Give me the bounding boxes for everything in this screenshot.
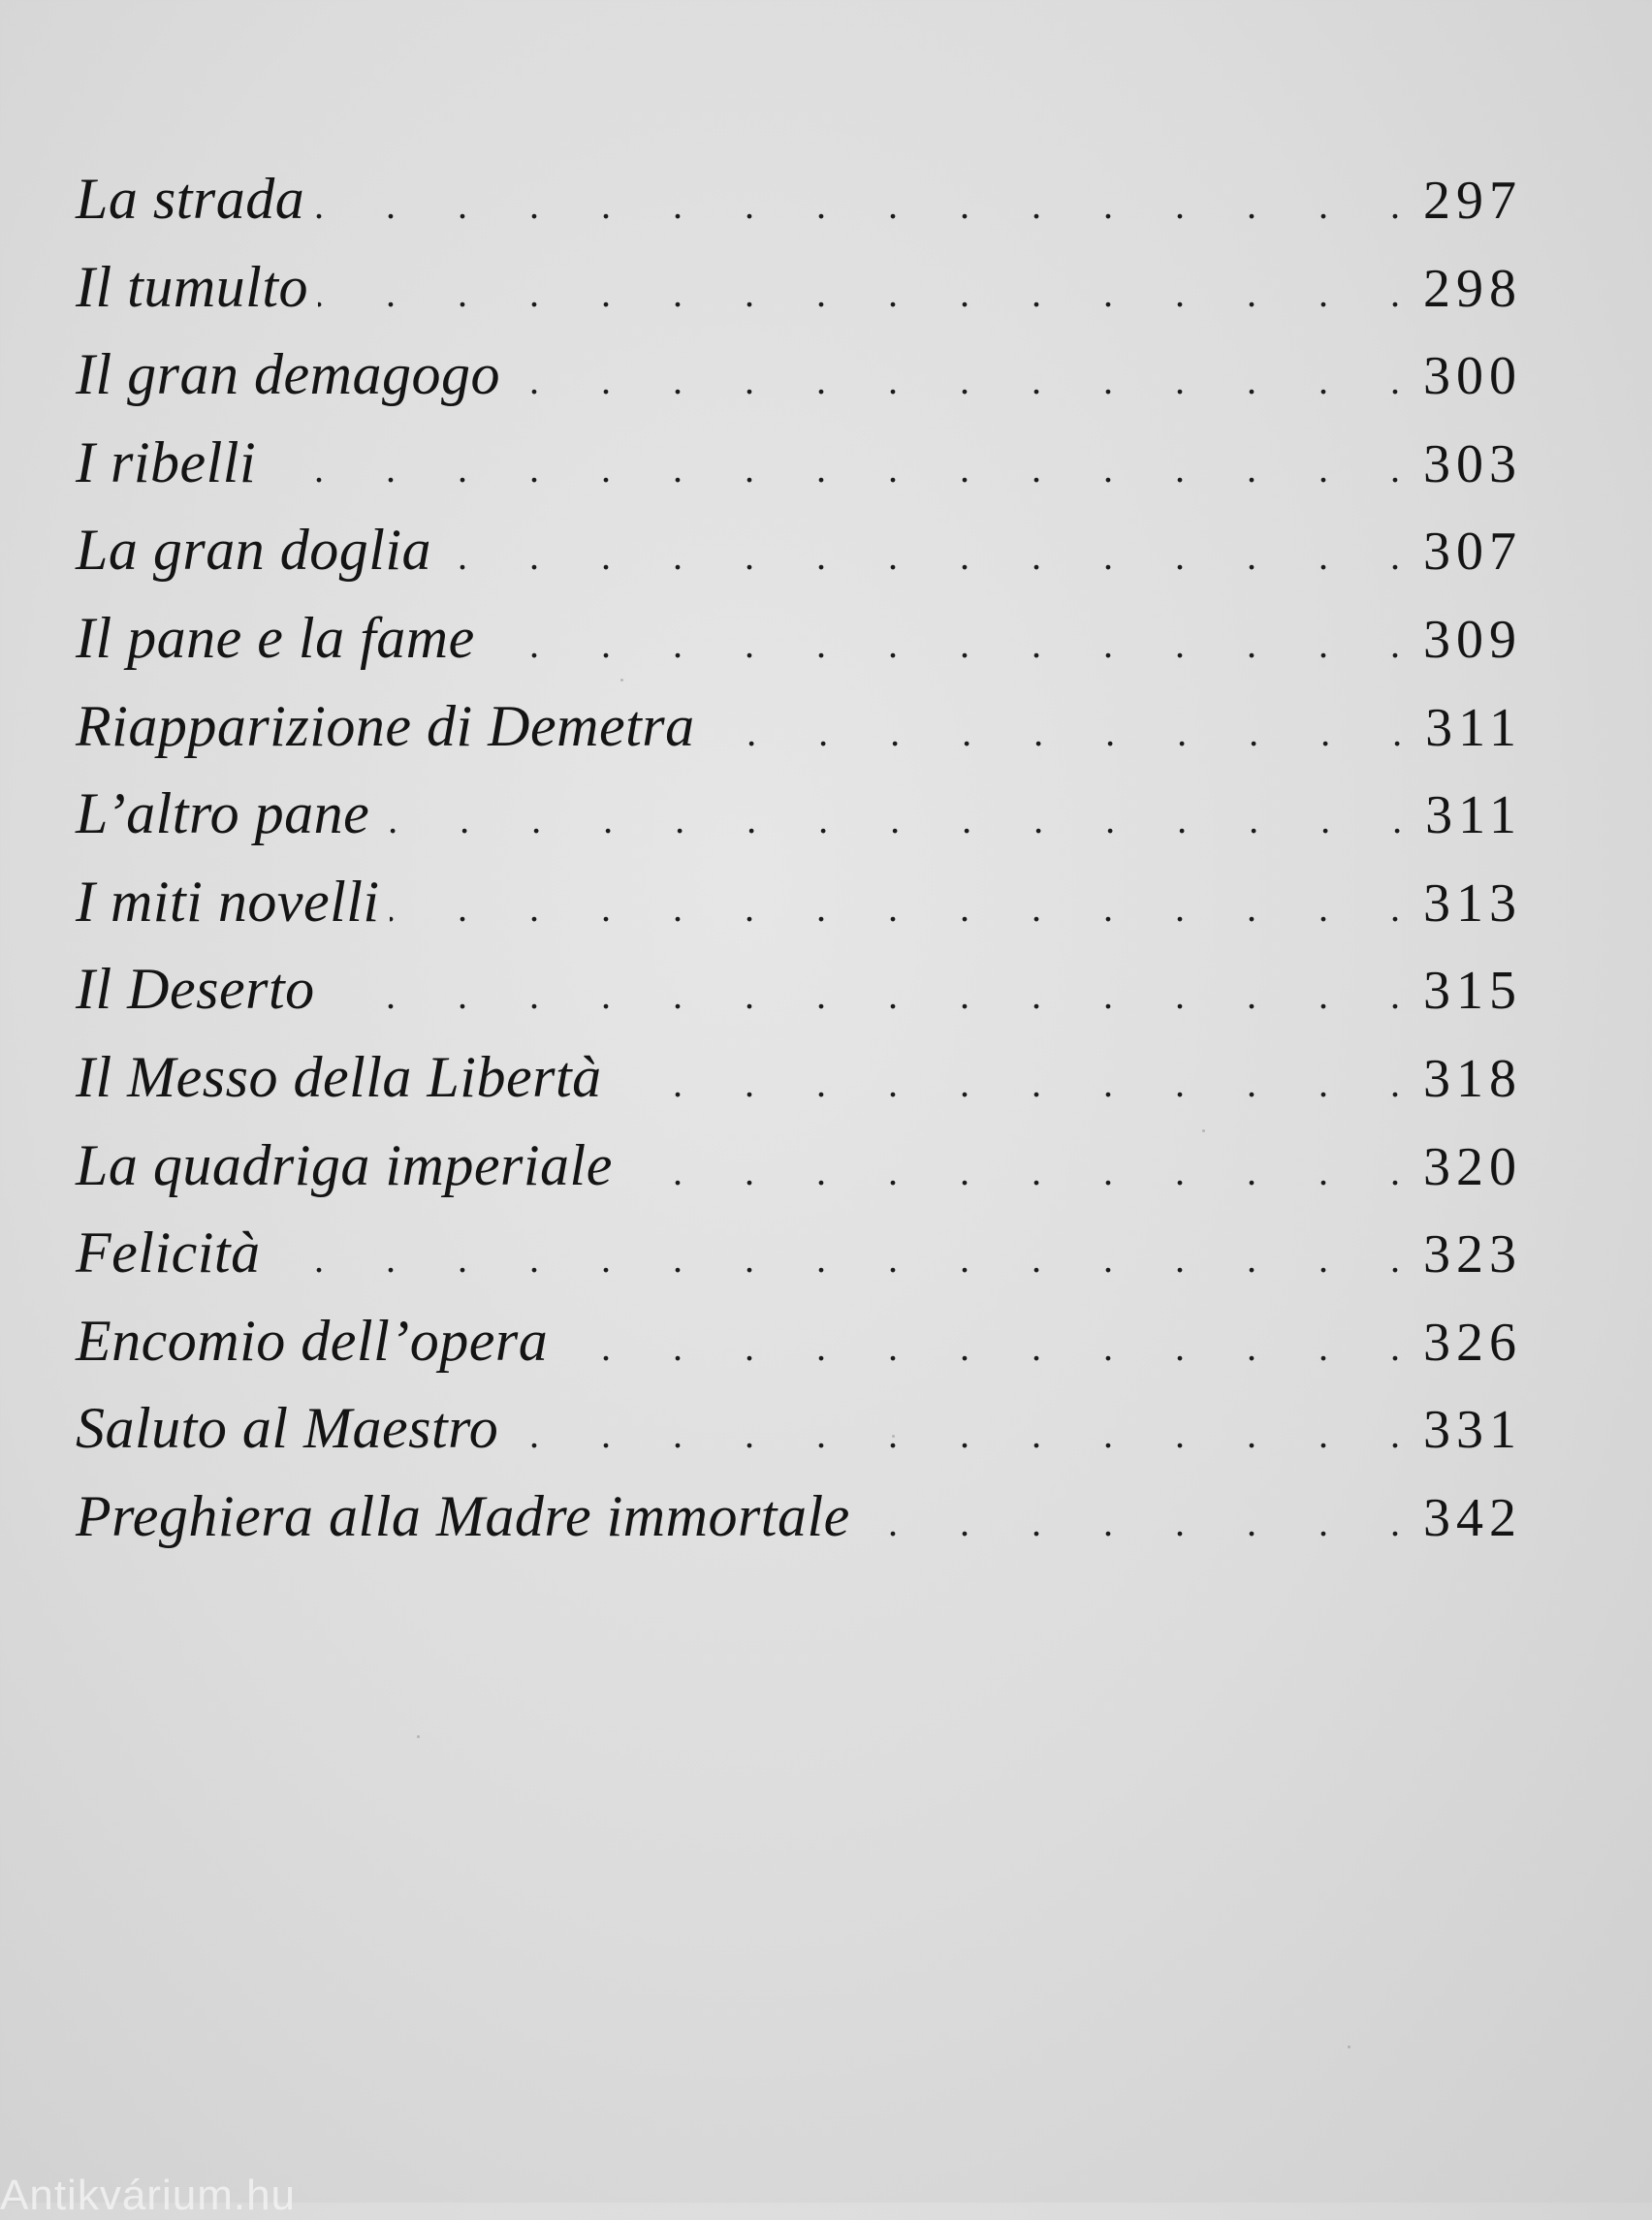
toc-entry-page: 309 bbox=[1423, 609, 1522, 670]
toc-entry-title: La gran doglia bbox=[76, 518, 432, 583]
toc-entry-page: 311 bbox=[1425, 785, 1522, 846]
toc-entry bbox=[76, 1209, 1522, 1297]
paper-speck bbox=[1202, 1129, 1205, 1132]
toc-entry bbox=[76, 243, 1522, 332]
toc-entry bbox=[76, 419, 1522, 507]
toc-entry-page: 331 bbox=[1423, 1400, 1522, 1461]
dot-leader bbox=[390, 865, 1400, 953]
toc-entry-title: Preghiera alla Madre immortale bbox=[76, 1483, 850, 1548]
dot-leader bbox=[485, 601, 1400, 689]
dot-leader bbox=[510, 337, 1400, 426]
toc-entry-title: Il tumulto bbox=[76, 254, 308, 319]
toc-entry-title: I ribelli bbox=[76, 429, 257, 494]
toc-entry bbox=[76, 1033, 1522, 1122]
dot-leader bbox=[325, 952, 1400, 1040]
toc-entry bbox=[76, 682, 1522, 771]
toc-entry-title: La quadriga imperiale bbox=[76, 1132, 613, 1197]
paper-speck bbox=[417, 1735, 420, 1738]
toc-entry-page: 307 bbox=[1423, 522, 1522, 583]
watermark: Antikvárium.hu bbox=[0, 2172, 297, 2219]
toc-entry-title: Il Messo della Libertà bbox=[76, 1044, 602, 1109]
toc-entry bbox=[76, 1122, 1522, 1210]
toc-entry-page: 300 bbox=[1423, 346, 1522, 407]
dot-leader bbox=[379, 777, 1402, 865]
dot-leader bbox=[508, 1391, 1400, 1479]
toc-entry-title: I miti novelli bbox=[76, 869, 380, 934]
toc-entry-page: 342 bbox=[1423, 1487, 1522, 1548]
toc-entry-page: 313 bbox=[1423, 872, 1522, 934]
toc-entry-title: Il pane e la fame bbox=[76, 605, 475, 670]
toc-entry bbox=[76, 1384, 1522, 1473]
dot-leader bbox=[266, 426, 1400, 514]
toc-entry bbox=[76, 594, 1522, 682]
dot-leader bbox=[270, 1216, 1400, 1304]
table-of-contents bbox=[76, 155, 1522, 1561]
toc-entry bbox=[76, 770, 1522, 858]
toc-entry-title: Riapparizione di Demetra bbox=[76, 693, 695, 758]
dot-leader bbox=[612, 1040, 1400, 1128]
toc-entry-title: L’altro pane bbox=[76, 781, 370, 846]
toc-entry bbox=[76, 506, 1522, 594]
dot-leader bbox=[314, 162, 1400, 250]
toc-entry-page: 326 bbox=[1423, 1312, 1522, 1373]
toc-entry bbox=[76, 1297, 1522, 1385]
toc-entry bbox=[76, 858, 1522, 946]
toc-entry-title: Felicità bbox=[76, 1221, 261, 1285]
toc-entry-page: 323 bbox=[1423, 1224, 1522, 1285]
toc-entry-title: Il gran demagogo bbox=[76, 342, 500, 407]
toc-entry-page: 311 bbox=[1425, 697, 1522, 758]
toc-entry bbox=[76, 1473, 1522, 1561]
paper-speck bbox=[1348, 2046, 1350, 2048]
toc-entry-page: 303 bbox=[1423, 433, 1522, 494]
toc-entry-title: Encomio dell’opera bbox=[76, 1308, 549, 1373]
toc-entry-title: La strada bbox=[76, 167, 305, 231]
dot-leader bbox=[705, 689, 1402, 777]
toc-entry-page: 318 bbox=[1423, 1048, 1522, 1109]
toc-entry-title: Il Deserto bbox=[76, 957, 315, 1022]
paper-speck bbox=[620, 679, 623, 682]
toc-entry bbox=[76, 155, 1522, 243]
dot-leader bbox=[557, 1304, 1400, 1392]
paper-speck bbox=[892, 1435, 895, 1438]
toc-entry-title: Saluto al Maestro bbox=[76, 1396, 499, 1461]
toc-entry-page: 315 bbox=[1423, 961, 1522, 1022]
toc-entry-page: 297 bbox=[1423, 171, 1522, 231]
dot-leader bbox=[441, 513, 1400, 601]
toc-entry-page: 298 bbox=[1423, 258, 1522, 319]
toc-entry bbox=[76, 331, 1522, 419]
dot-leader bbox=[318, 250, 1400, 338]
dot-leader bbox=[860, 1479, 1400, 1568]
toc-entry bbox=[76, 945, 1522, 1033]
toc-entry-page: 320 bbox=[1423, 1136, 1522, 1197]
dot-leader bbox=[622, 1128, 1400, 1217]
